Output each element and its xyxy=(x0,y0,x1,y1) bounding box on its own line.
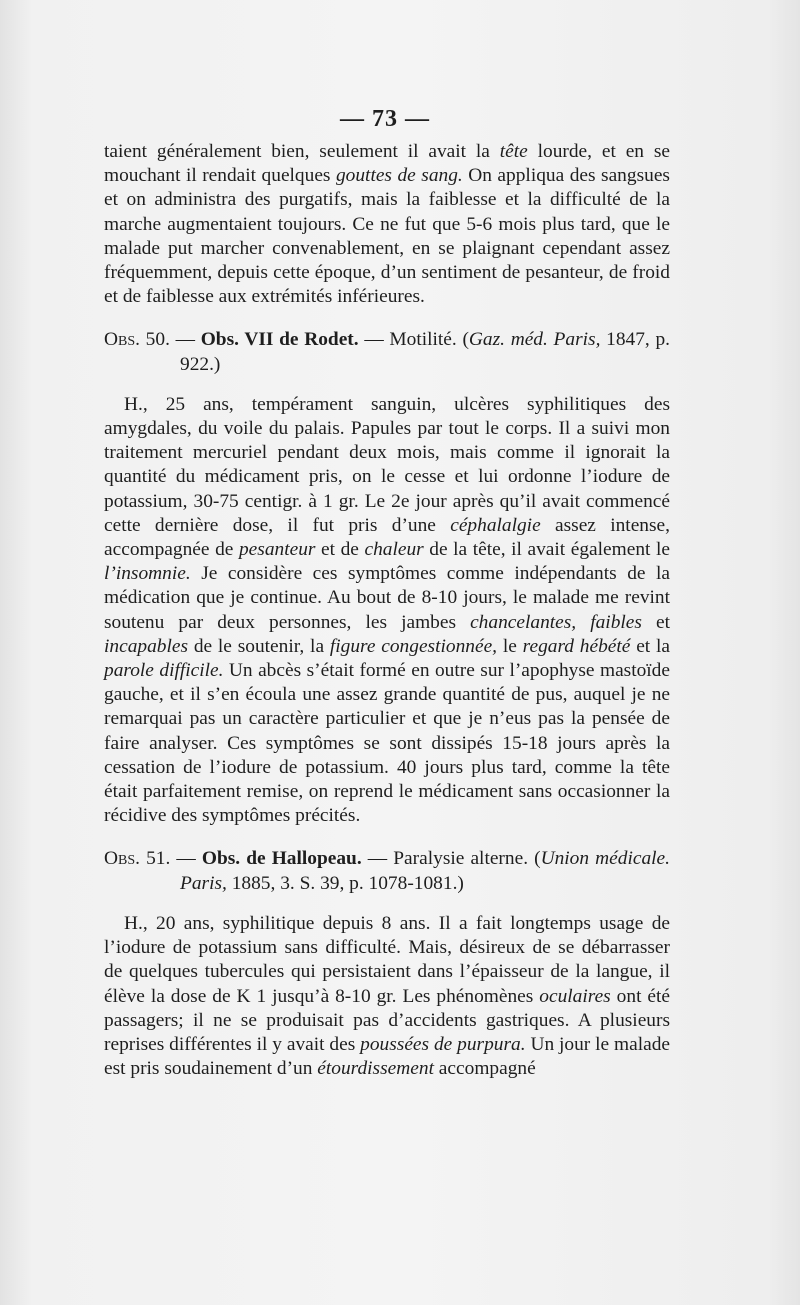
text-run: ont été passagers; il ne se produisait pas d’accidents gastriques. A plusieurs reprises différentes il y avait des xyxy=(104,985,670,1055)
obs-50-heading xyxy=(104,328,670,376)
italic-run: tête xyxy=(499,141,528,162)
obs-50-body xyxy=(104,393,670,829)
text-run: 1847, p. 922.) xyxy=(180,329,670,375)
bold-run: Obs. de Hallopeau. xyxy=(201,848,362,870)
italic-run: poussées de purpura. xyxy=(360,1033,526,1055)
text-run: — xyxy=(169,329,201,351)
italic-run: figure congestionnée, xyxy=(329,635,498,657)
italic-run: parole difficile. xyxy=(104,660,224,682)
text-run: — Motilité. ( xyxy=(358,329,469,351)
text-run: — Paralysie alterne. ( xyxy=(361,848,541,870)
text-run: H., 25 ans, tempérament sanguin, ulcères syphilitiques des amygdales, du voile du palais. Papules par tout le corps. Il a suivi mon traitement mercuriel pendant deux mois, mais comme il ignorait la quantité du médicament pris, on le cesse et lui ordonne l’iodure de potassium, 30-75 centigr. à 1 gr. Le 2e jour après qu’il avait commencé cette dernière dose, il fut pris d’une xyxy=(104,393,670,536)
italic-run: l’insomnie. xyxy=(104,563,191,585)
text-run: lourde, et en se mouchant il rendait quelques xyxy=(104,141,671,187)
text-run: Je considère ces symptômes comme indépendants de la médication que je continue. Au bout de 8-10 jours, le malade me revint soutenu par deux personnes, les jambes xyxy=(104,563,670,633)
italic-run: incapables xyxy=(104,635,189,657)
page-number: — 73 — xyxy=(340,106,430,132)
text-run: assez intense, accompagnée de xyxy=(104,514,670,561)
italic-run: gouttes de sang. xyxy=(335,165,463,187)
text-run: — xyxy=(170,848,202,870)
obs-51-body xyxy=(104,912,670,1081)
italic-run: céphalalgie xyxy=(450,514,541,536)
italic-run: chaleur xyxy=(364,539,424,561)
bold-run: Obs. VII de Rodet. xyxy=(200,329,359,351)
text-run: le xyxy=(497,635,523,657)
italic-run: pesanteur xyxy=(238,539,316,561)
italic-run: oculaires xyxy=(539,985,611,1007)
text-run: On appliqua des sangsues et on administra des purgatifs, mais la faiblesse et la difficulté de la marche augmentaient toujours. Ce ne fut que 5-6 mois plus tard, que le malade put marcher convenablement, en se plaignant cependant assez fréquemment, depuis cette époque, d’un sentiment de pesanteur, de froid et de faiblesse aux extrémités inférieures. xyxy=(104,165,670,308)
italic-run: regard hébété xyxy=(522,635,631,657)
text-run: de la tête, il avait également le xyxy=(423,539,671,561)
paragraph-intro xyxy=(104,140,670,309)
italic-run: Union médicale. Paris, xyxy=(180,848,670,894)
text-run: Un jour le malade est pris soudainement d’un xyxy=(104,1033,670,1080)
italic-run: Gaz. méd. Paris, xyxy=(468,329,601,351)
obs-label: Obs. 51. xyxy=(104,848,171,870)
text-run: accompagné xyxy=(433,1058,536,1080)
text-run: H., 20 ans, syphilitique depuis 8 ans. Il a fait longtemps usage de l’iodure de potassium sans difficulté. Mais, désireux de se débarrasser de quelques tubercules qui persistaient dans l’épaisseur de la langue, il élève la dose de K 1 jusqu’à 8-10 gr. Les phénomènes xyxy=(104,912,670,1007)
text-run: Un abcès s’était formé en outre sur l’apophyse mastoïde gauche, et il s’en écoula une assez grande quantité de pus, auquel je ne remarquai pas un caractère particulier et que je n’eus pas la pensée de faire analyser. Ces symptômes se sont dissipés 15-18 jours après la cessation de l’iodure de potassium. 40 jours plus tard, comme la tête était parfaitement remise, on reprend le médicament sans occasionner la récidive des symptômes précités. xyxy=(104,660,670,827)
obs-label: Obs. 50. xyxy=(104,329,170,351)
text-run: taient généralement bien, seulement il avait la xyxy=(104,141,500,162)
text-run: et xyxy=(641,611,671,633)
obs-51-heading xyxy=(104,847,670,895)
text-run: 1885, 3. S. 39, p. 1078-1081.) xyxy=(226,872,464,894)
text-run: et la xyxy=(630,635,670,657)
italic-run: chancelantes, faibles xyxy=(470,611,642,633)
body-text xyxy=(104,140,670,1081)
italic-run: étourdissement xyxy=(317,1058,434,1080)
text-run: de le soutenir, la xyxy=(188,635,330,657)
text-run: et de xyxy=(315,539,365,561)
